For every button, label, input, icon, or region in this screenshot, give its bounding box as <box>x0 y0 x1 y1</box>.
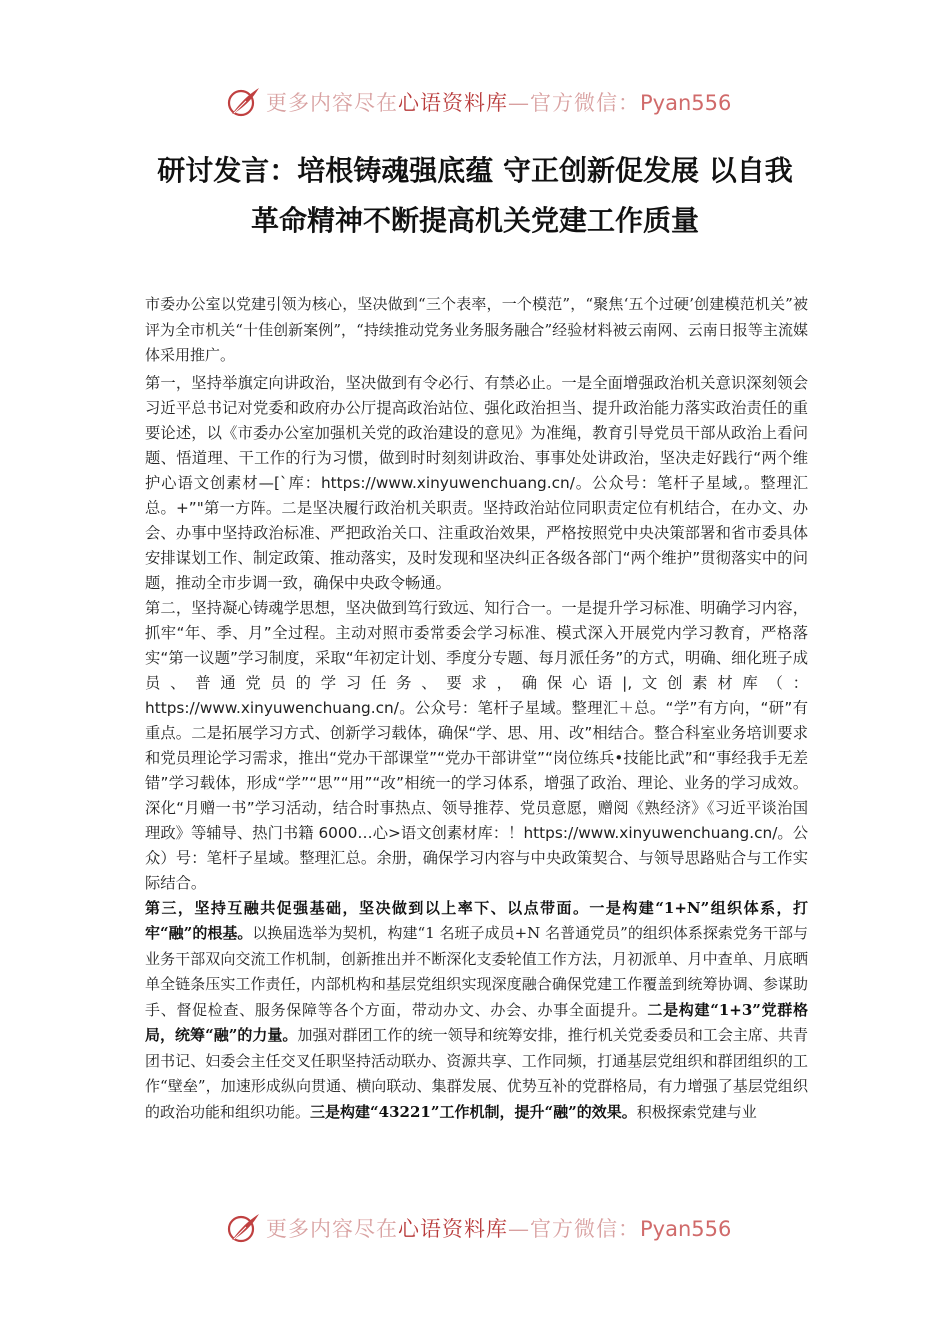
banner-text: 更多内容尽在心语资料库—官方微信：Pyan556 <box>266 91 732 115</box>
footer-banner <box>226 1208 731 1248</box>
header-banner <box>226 82 731 122</box>
feather-quill-icon <box>226 1210 262 1246</box>
subpoint-two-heading: 二是构建“1+3”党群格局，统筹“融”的力量。 <box>145 1000 808 1044</box>
document-body <box>145 292 808 1125</box>
paragraph-third-heading: 第三，坚持互融共促强基础，坚决做到以上率下、以点带面。一是构建“1+N”组织体系，打牢“融”的根基。 <box>145 898 808 942</box>
wechat-id: Pyan556 <box>640 91 732 115</box>
wechat-id: Pyan556 <box>640 1217 732 1241</box>
subpoint-three-heading: 三是构建“43221”工作机制，提升“融”的效果。 <box>310 1102 637 1121</box>
banner-text: 更多内容尽在心语资料库—官方微信：Pyan556 <box>266 1217 732 1241</box>
title-line-2: 革命精神不断提高机关党建工作质量 <box>250 204 699 237</box>
intro-paragraph: 市委办公室以党建引领为核心，坚决做到“三个表率，一个模范”，“聚焦‘五个过硬’创建模范机关”被评为全市机关“十佳创新案例”，“持续推动党务业务服务融合”经验材料被云南网、云南日报等主流媒体采用推广。 <box>145 295 808 364</box>
document-title <box>120 146 830 246</box>
feather-quill-icon <box>226 84 262 120</box>
paragraph-third: 第三，坚持互融共促强基础，坚决做到以上率下、以点带面。一是构建“1+N”组织体系，打牢“融”的根基。以换届选举为契机，构建“1 名班子成员+N 名普通党员”的组织体系探索党务干部与业务干部双向交流工作机制，创新推出并不断深化支委轮值工作方法，月初派单、月中查单、月底晒单全链条压实工作责任，内部机构和基层党组织实现深度融合确保党建工作覆盖到统筹协调、参谋助手、督促检查、服务保障等各个方面，带动办文、办会、办事全面提升。二是构建“1+3”党群格局，统筹“融”的力量。加强对群团工作的统一领导和统筹安排，推行机关党委委员和工会主席、共青团书记、妇委会主任交叉任职坚持活动联办、资源共享、工作同频，打通基层党组织和群团组织的工作“壁垒”，加速形成纵向贯通、横向联动、集群发展、优势互补的党群格局，有力增强了基层党组织的政治功能和组织功能。三是构建“43221”工作机制，提升“融”的效果。积极探索党建与业 <box>145 898 808 1121</box>
paragraph-second: 第二，坚持凝心铸魂学思想，坚决做到笃行致远、知行合一。一是提升学习标准、明确学习内容，抓牢“年、季、月”全过程。主动对照市委常委会学习标准、模式深入开展党内学习教育，严格落实“第一议题”学习制度，采取“年初定计划、季度分专题、每月派任务”的方式，明确、细化班子成员、普通党员的学习任务、要求，确保心语|,文创素材库（：https://www.xinyuwenchuang.cn/。公众号：笔杆子星域。整理汇＋总。“学”有方向，“研”有重点。二是拓展学习方式、创新学习载体，确保“学、思、用、改”相结合。整合科室业务培训要求和党员理论学习需求，推出“党办干部课堂”“党办干部讲堂”“岗位练兵•技能比武”和“事经我手无差错”学习载体，形成“学”“思”“用”“改”相统一的学习体系，增强了政治、理论、业务的学习成效。深化“月赠一书”学习活动，结合时事热点、领导推荐、党员意愿，赠阅《熟经济》《习近平谈治国理政》等辅导、热门书籍 6000…心>语文创素材库：！https://www.xinyuwenchuang.cn/。公众）号：笔杆子星域。整理汇总。余册，确保学习内容与中央政策契合、与领导思路贴合与工作实际结合。 <box>145 598 808 892</box>
title-line-1: 研讨发言：培根铸魂强底蕴 守正创新促发展 以自我 <box>157 154 793 187</box>
paragraph-first: 第一，坚持举旗定向讲政治，坚决做到有令必行、有禁必止。一是全面增强政治机关意识深刻领会习近平总书记对党委和政府办公厅提高政治站位、强化政治担当、提升政治能力落实政治责任的重要论述，以《市委办公室加强机关党的政治建设的意见》为准绳，教育引导党员干部从政治上看问题、悟道理、干工作的行为习惯，做到时时刻刻讲政治、事事处处讲政治，坚决走好践行“两个维护心语文创素材—[`库：https://www.xinyuwenchuang.cn/。公众号：笔杆子星域,。整理汇总。+”"第一方阵。二是坚决履行政治机关职责。坚持政治站位同职责定位有机结合，在办文、办会、办事中坚持政治标准、严把政治关口、注重政治效果，严格按照党中央决策部署和省市委具体安排谋划工作、制定政策、推动落实，及时发现和坚决纠正各级各部门“两个维护”贯彻落实中的问题，推动全市步调一致，确保中央政令畅通。 <box>145 373 808 592</box>
